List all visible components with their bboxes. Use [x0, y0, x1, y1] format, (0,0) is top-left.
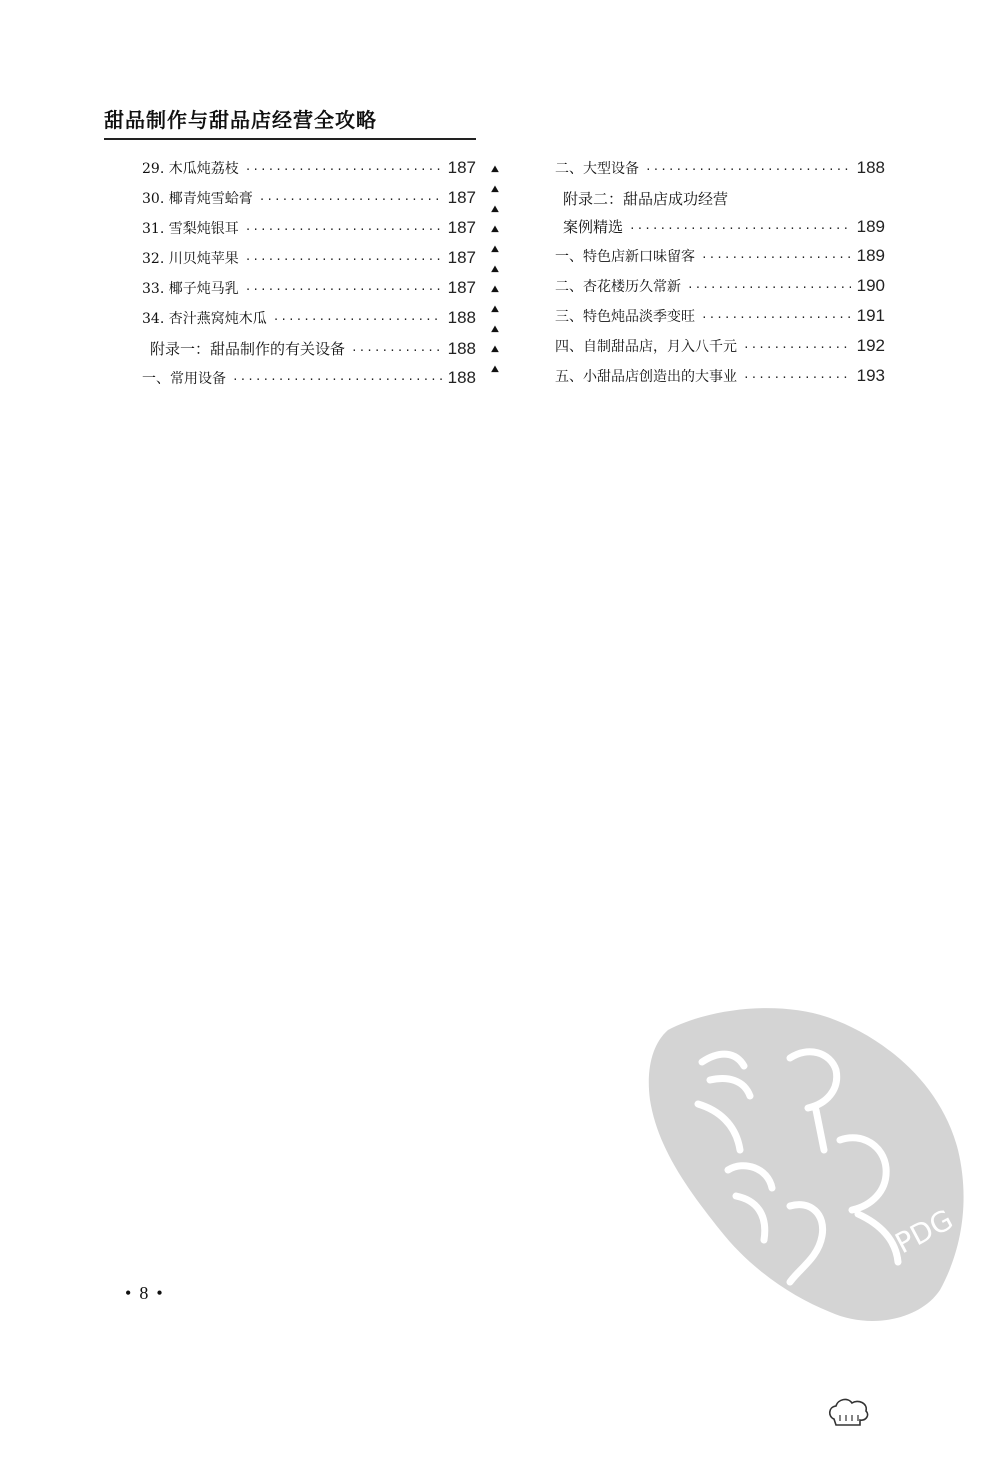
- toc-appendix-heading[interactable]: [555, 188, 885, 216]
- toc-entry-label: 二、杏花楼历久常新: [555, 279, 681, 295]
- toc-entry-page: 188: [447, 368, 476, 387]
- leader-dots: [245, 223, 442, 236]
- toc-entry-page: 192: [856, 336, 885, 355]
- watermark-text: PDG: [889, 1202, 959, 1261]
- toc-entry-page: 188: [447, 339, 476, 358]
- toc-entry-label: 29. 木瓜炖荔枝: [142, 161, 239, 177]
- leader-dots: [687, 281, 851, 294]
- toc-entry-page: 189: [856, 217, 885, 236]
- toc-entry-page: 187: [447, 158, 476, 177]
- leader-dots: [273, 313, 442, 326]
- toc-entry-page: 188: [856, 158, 885, 177]
- toc-entry-page: 189: [856, 246, 885, 265]
- arrow-up-icon: ⯅: [489, 162, 501, 178]
- leader-dots: [245, 163, 442, 176]
- book-title: 甜品制作与甜品店经营全攻略: [104, 108, 377, 132]
- leader-dots: [743, 371, 851, 384]
- toc-entry-page: 191: [856, 306, 885, 325]
- toc-entry-label: 31. 雪梨炖银耳: [142, 221, 239, 237]
- toc-entry-page: 187: [447, 188, 476, 207]
- toc-entry-label: 案例精选: [563, 218, 624, 236]
- arrow-up-icon: ⯅: [489, 222, 501, 238]
- arrow-up-icon: ⯅: [489, 342, 501, 358]
- toc-entry-label: 33. 椰子炖马乳: [142, 281, 239, 297]
- page-number: [117, 1283, 171, 1304]
- toc-appendix-heading[interactable]: [142, 338, 476, 368]
- toc-entry-label: 二、大型设备: [555, 161, 639, 177]
- toc-entry-label: 四、自制甜品店，月入八千元: [555, 339, 737, 355]
- arrow-up-icon: ⯅: [489, 262, 501, 278]
- toc-entry[interactable]: [142, 218, 476, 248]
- toc-entry[interactable]: [142, 278, 476, 308]
- toc-entry-page: 188: [447, 308, 476, 327]
- toc-entry-page: 187: [447, 278, 476, 297]
- leader-dots: [259, 193, 442, 206]
- toc-entry-label: 一、特色店新口味留客: [555, 249, 695, 265]
- leader-dots: [645, 163, 851, 176]
- toc-entry[interactable]: [142, 368, 476, 398]
- arrow-up-icon: ⯅: [489, 202, 501, 218]
- toc-entry-label: 五、小甜品店创造出的大事业: [555, 369, 737, 385]
- toc-entry[interactable]: [555, 336, 885, 366]
- toc-entry-page: 193: [856, 366, 885, 385]
- toc-entry-label: 32. 川贝炖苹果: [142, 251, 239, 267]
- toc-entry-page: 190: [856, 276, 885, 295]
- toc-entry[interactable]: [142, 158, 476, 188]
- toc-entry[interactable]: [555, 366, 885, 396]
- toc-left-column: [142, 158, 476, 398]
- leader-dots: [701, 311, 851, 324]
- toc-entry[interactable]: [555, 158, 885, 188]
- toc-entry-label: 一、常用设备: [142, 371, 226, 387]
- leader-dots: [245, 253, 442, 266]
- toc-entry-label: 34. 杏汁燕窝炖木瓜: [142, 311, 267, 327]
- leader-dots: [701, 251, 851, 264]
- leader-dots: [743, 341, 851, 354]
- leader-dots: [629, 222, 851, 235]
- leader-dots: [351, 344, 442, 357]
- page-number-value: 8: [139, 1283, 149, 1303]
- leader-dots: [245, 283, 442, 296]
- bullet-dot: •: [156, 1283, 163, 1303]
- toc-entry-label: 30. 椰青炖雪蛤膏: [142, 191, 253, 207]
- toc-entry[interactable]: [142, 308, 476, 338]
- toc-entry[interactable]: [142, 248, 476, 278]
- header-divider: [104, 138, 476, 140]
- toc-entry[interactable]: [555, 276, 885, 306]
- toc-entry-label: 附录一：甜品制作的有关设备: [150, 340, 346, 358]
- watermark-seal-stamp: [640, 1000, 970, 1330]
- leader-dots: [232, 373, 442, 386]
- chef-hat-icon: [826, 1395, 870, 1429]
- arrow-up-icon: ⯅: [489, 242, 501, 258]
- arrow-up-icon: ⯅: [489, 322, 501, 338]
- toc-entry[interactable]: [555, 306, 885, 336]
- arrow-up-icon: ⯅: [489, 282, 501, 298]
- arrow-up-icon: ⯅: [489, 362, 501, 378]
- toc-entry[interactable]: [555, 246, 885, 276]
- binding-edge-marks: [487, 160, 505, 390]
- toc-entry-label: 附录二：甜品店成功经营: [563, 190, 729, 208]
- toc-entry-page: 187: [447, 218, 476, 237]
- toc-right-column: [555, 158, 885, 396]
- toc-entry-page: 187: [447, 248, 476, 267]
- arrow-up-icon: ⯅: [489, 182, 501, 198]
- toc-appendix-heading-continued[interactable]: [555, 216, 885, 246]
- toc-entry[interactable]: [142, 188, 476, 218]
- arrow-up-icon: ⯅: [489, 302, 501, 318]
- bullet-dot: •: [125, 1283, 132, 1303]
- toc-entry-label: 三、特色炖品淡季变旺: [555, 309, 695, 325]
